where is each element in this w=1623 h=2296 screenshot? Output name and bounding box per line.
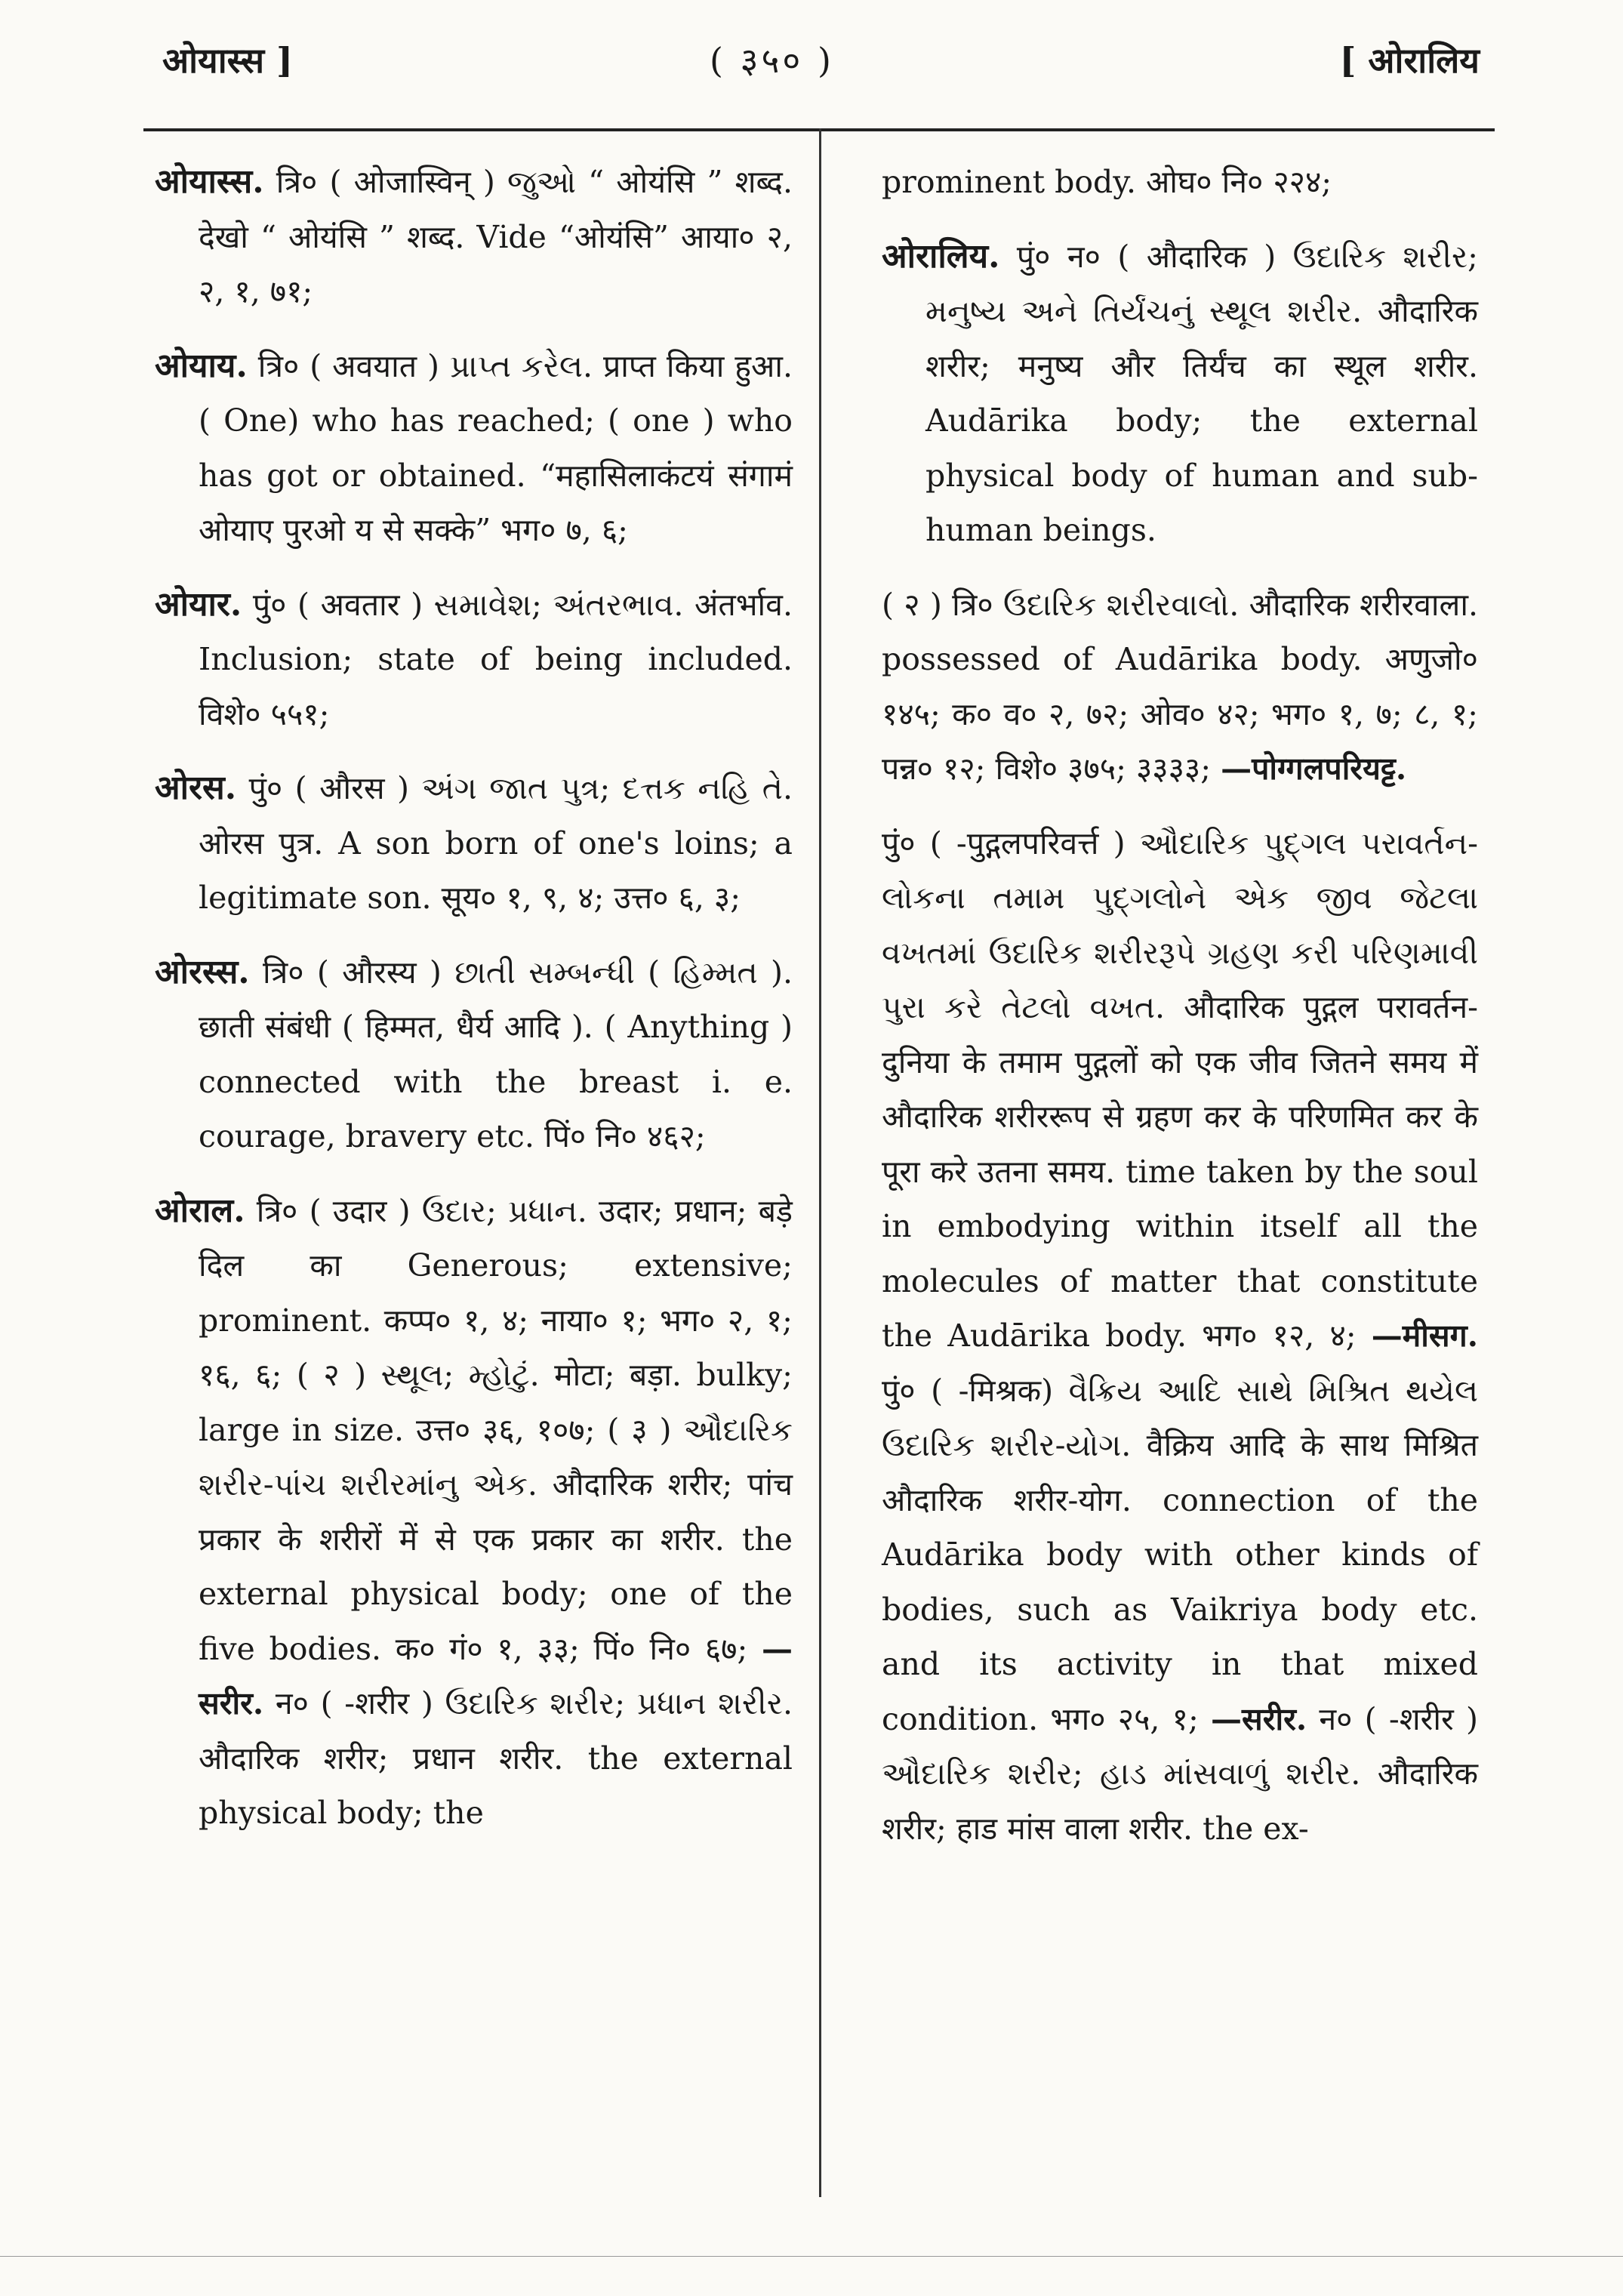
entry-text: पुं० न० ( औदारिक ) ઉદારિક શરીર; મનુષ્ય અને તિર્યંચનું સ્થૂલ શરીર. औदारिक शरीर; मनुष्य और तिर्यंच का स्थूल शरीर. Audārika body; the external physical body of human and sub-human beings.	[925, 238, 1478, 548]
right-guide-word: [ ओरालिय	[1339, 40, 1480, 81]
headword: ओराल.	[155, 1191, 245, 1230]
sub-headword: —पोग्गलपरियट्ट.	[1221, 750, 1407, 787]
headword: ओयास्स.	[155, 162, 264, 201]
entry-text: त्रि० ( अवयात ) પ્રાપ્ત કરેલ. प्राप्त किया हुआ. ( One) who has reached; ( one ) who has got or obtained. “महासिलाकंटयं संगामं ओयाए पुरओ य से सक्के” भग० ७, ६;	[199, 347, 793, 548]
dictionary-entry	[155, 155, 793, 319]
page-number: ( ३५० )	[710, 40, 834, 81]
bottom-rule	[0, 2256, 1623, 2257]
dictionary-entry	[882, 230, 1478, 558]
sub-entry-text: न० ( -शरीर ) ઉદારિક શરીર; પ્રધાન શરીર. औदारिक शरीर; प्रधान शरीर. the external physical body; the	[199, 1685, 793, 1831]
headword: ओयार.	[155, 584, 242, 624]
entry-text: पुं० ( औरस ) અંગ જાત પુત્ર; દત્તક નહિ તે. ओरस पुत्र. A son born of one's loins; a legitimate son. सूय० १, ९, ४; उत्त० ६, ३;	[199, 770, 793, 916]
page-header	[0, 36, 1623, 97]
entry-text: त्रि० ( ओजास्विन् ) જુઓ “ ओयंसि ” शब्द. देखो “ ओयंसि ” शब्द. Vide “ओयंसि” आया० २, २, १, ७१;	[199, 164, 793, 310]
entry-text: पुं० ( -पुद्गलपरिवर्त्त ) ઔદારિક પુદ્ગલ પરાવર્તન-લોકના તમામ પુદ્ગલોને એક જીવ જેટલા વખતમાં ઉદારિક શરીરરૂપે ગ્રહણ કરી પરિણમાવી પુરા કરે તેટલો વખત. औदारिक पुद्गल परावर्तन-दुनिया के तमाम पुद्गलों को एक जीव जितने समय में औदारिक शरीररूप से ग्रहण कर के परिणमित कर के पूरा करे उतना समय. time taken by the soul in embodying within itself all the molecules of matter that constitute the Audārika body. भग० १२, ४;	[882, 824, 1478, 1354]
dictionary-entry	[155, 339, 793, 558]
headword: ओरस्स.	[155, 952, 250, 991]
dictionary-entry	[155, 761, 793, 926]
sub-entry-text: न० ( -शरीर ) ઔદારિક શરીર; હાડ માંસવાળું શરીર. औदारिक शरीर; हाड मांस वाला शरीर. the ex-	[882, 1700, 1478, 1847]
continued-text	[882, 155, 1478, 210]
sense-paragraph	[882, 816, 1478, 1857]
entry-text: त्रि० ( उदार ) ઉદાર; પ્રધાન. उदार; प्रधान; बड़े दिल का Generous; extensive; prominent. कप्प० १, ४; नाया० १; भग० २, १; १६, ६; ( २ ) સ્થૂલ; મ્હોટું. मोटा; बड़ा. bulky; large in size. उत्त० ३६, १०७; ( ३ ) ઔદારિક શરીર-પાંચ શરીરમાંનુ એક. औदारिक शरीर; पांच प्रकार के शरीरों में से एक प्रकार का शरीर. the external physical body; one of the five bodies. क० गं० १, ३३; पिं० नि० ६७;	[199, 1192, 793, 1667]
sub-headword: —मीसग.	[1371, 1318, 1478, 1354]
dictionary-entry	[155, 578, 793, 742]
sub-entry-text: पुं० ( -मिश्रक) વૈક્રિય આદિ સાથે મિશ્રિત થયેલ ઉદારિક શરીર-યોગ. वैक्रिय आदि के साथ मिश्रित औदारिक शरीर-योग. connection of the Audārika body with other kinds of bodies, such as Vaikriya body etc. and its activity in that mixed condition. भग० २५, १;	[882, 1372, 1478, 1737]
dictionary-entry	[155, 1184, 793, 1841]
left-column	[155, 155, 793, 1860]
sub-headword: —सरीर.	[199, 1630, 793, 1721]
headword: ओरालिय.	[882, 236, 1000, 276]
sense-paragraph	[882, 578, 1478, 797]
entry-text: prominent body. ओघ० नि० २२४;	[882, 164, 1332, 200]
column-divider	[819, 128, 821, 2197]
headword: ओरस.	[155, 769, 237, 807]
right-column	[882, 155, 1478, 1875]
entry-text: ( २ ) त्रि० ઉદારિક શરીરવાલો. औदारिक शरीरवाला. possessed of Audārika body. अणुजो० १४५; क० व० २, ७२; ओव० ४२; भग० १, ७; ८, १; पन्न० १२; विशे० ३७५; ३३३३;	[882, 586, 1478, 787]
left-guide-word: ओयास्स ]	[162, 40, 293, 81]
sub-headword: —सरीर.	[1211, 1700, 1307, 1737]
entry-text: त्रि० ( औरस्य ) છાતી સમ્બન્ધી ( હિમ્મત ). छाती संबंधी ( हिम्मत, धैर्य आदि ). ( Anything ) connected with the breast i. e. courage, bravery etc. पिं० नि० ४६२;	[199, 954, 793, 1154]
headword: ओयाय.	[155, 346, 248, 385]
dictionary-entry	[155, 945, 793, 1164]
entry-text: पुं० ( अवतार ) સમાવેશ; અંતરભાવ. अंतर्भाव. Inclusion; state of being included. विशे० ५५१;	[199, 586, 793, 732]
